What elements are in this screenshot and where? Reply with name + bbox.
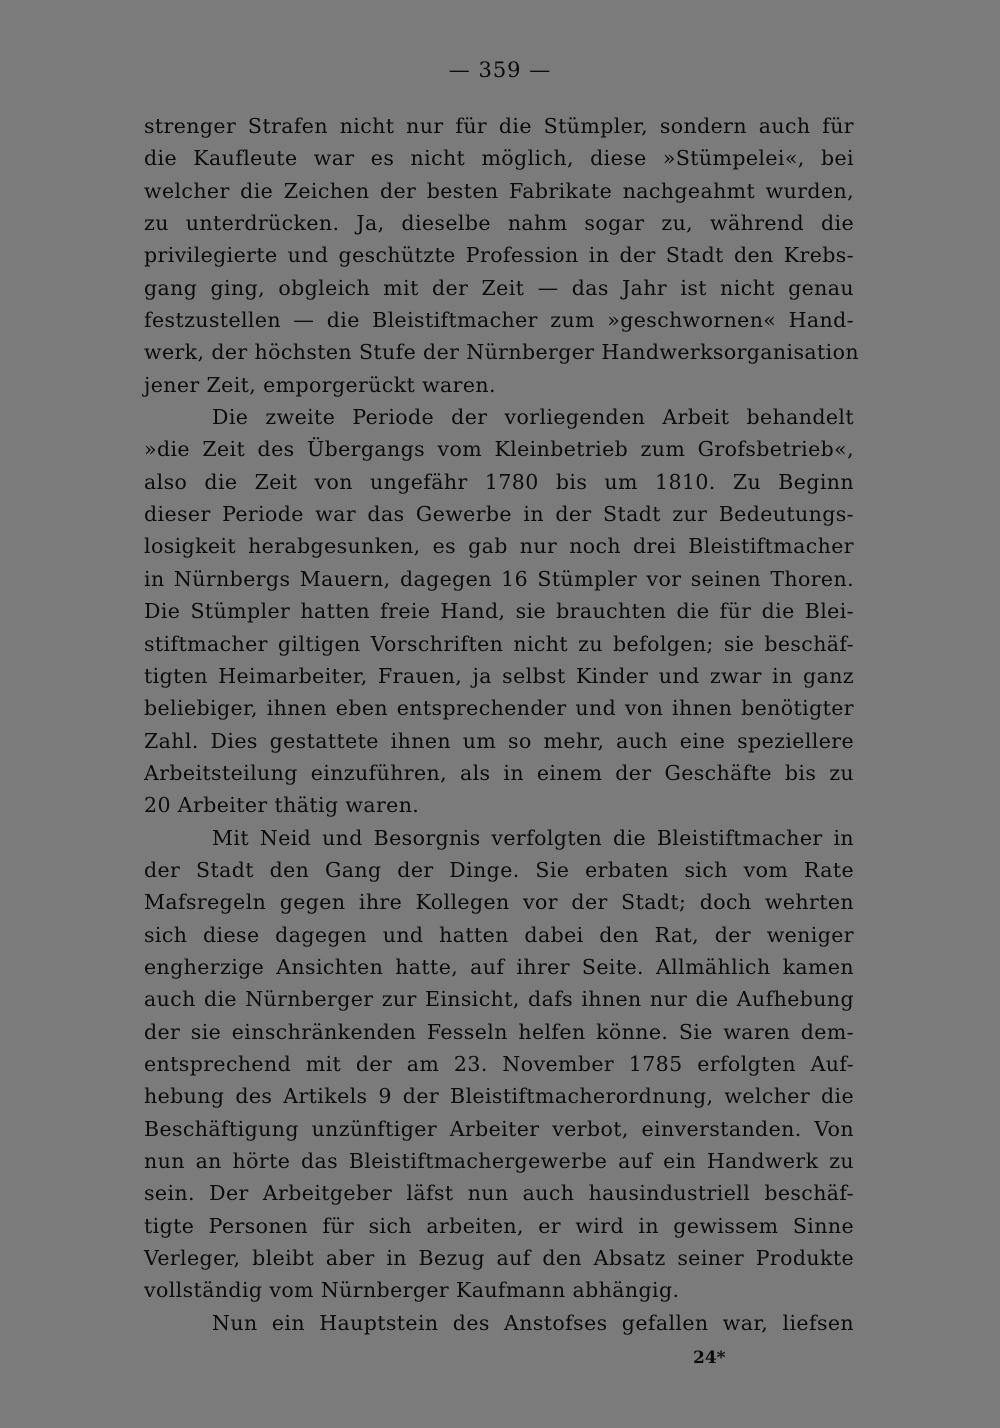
text-line: dieser Periode war das Gewerbe in der Stadt zur Bedeutungs- [144,502,854,527]
text-line: Verleger, bleibt aber in Bezug auf den Absatz seiner Produkte [144,1246,854,1271]
signature-mark: 24* [693,1348,726,1368]
text-line: auch die Nürnberger zur Einsicht, dafs ihnen nur die Aufhebung [144,987,854,1012]
text-line: Die zweite Periode der vorliegenden Arbeit behandelt [212,405,854,430]
text-line: entsprechend mit der am 23. November 1785 erfolgten Auf- [144,1051,854,1076]
text-line: festzustellen — die Bleistiftmacher zum »geschwornen« Hand- [144,308,854,333]
text-line: beliebiger, ihnen eben entsprechender und von ihnen benötigter [144,696,854,721]
text-line: nun an hörte das Bleistiftmachergewerbe auf ein Handwerk zu [144,1149,854,1173]
text-line: Arbeitsteilung einzuführen, als in einem der Geschäfte bis zu [144,760,854,785]
text-line: in Nürnbergs Mauern, dagegen 16 Stümpler vor seinen Thoren. [144,566,854,591]
text-line: tigten Heimarbeiter, Frauen, ja selbst Kinder und zwar in ganz [144,663,854,688]
text-line: tigte Personen für sich arbeiten, er wird in gewissem Sinne [144,1213,854,1238]
text-line: »die Zeit des Übergangs vom Kleinbetrieb zum Grofsbetrieb«, [144,437,854,462]
text-line: Mit Neid und Besorgnis verfolgten die Bleistiftmacher in [212,825,854,850]
text-line: werk, der höchsten Stufe der Nürnberger Handwerksorganisation [144,340,859,365]
text-line: Beschäftigung unzünftiger Arbeiter verbot, einverstanden. Von [144,1116,854,1141]
text-line: sich diese dagegen und hatten dabei den Rat, der weniger [144,922,854,947]
text-line: Nun ein Hauptstein des Anstofses gefallen war, liefsen [212,1310,854,1335]
text-line: gang ging, obgleich mit der Zeit — das Jahr ist nicht genau [144,275,854,300]
text-line: hebung des Artikels 9 der Bleistiftmacherordnung, welcher die [144,1084,854,1109]
text-line: engherzige Ansichten hatte, auf ihrer Seite. Allmählich kamen [144,954,854,979]
text-line: strenger Strafen nicht nur für die Stümpler, sondern auch für [144,114,854,138]
text-line: Die Stümpler hatten freie Hand, sie brauchten die für die Blei- [144,599,854,624]
text-line: also die Zeit von ungefähr 1780 bis um 1810. Zu Beginn [144,469,854,494]
text-line: die Kaufleute war es nicht möglich, diese »Stümpelei«, bei [144,146,854,171]
text-line: zu unterdrücken. Ja, dieselbe nahm sogar zu, während die [144,211,854,236]
text-line: der Stadt den Gang der Dinge. Sie erbaten sich vom Rate [144,857,854,882]
text-line: privilegierte und geschützte Profession in der Stadt den Krebs- [144,243,854,268]
page-number: — 359 — [448,58,552,82]
text-line: der sie einschränkenden Fesseln helfen könne. Sie waren dem- [144,1019,854,1044]
text-line: vollständig vom Nürnberger Kaufmann abhängig. [144,1278,680,1303]
text-line: Mafsregeln gegen ihre Kollegen vor der Stadt; doch wehrten [144,890,854,915]
text-line: jener Zeit, emporgerückt waren. [144,372,496,397]
text-line: stiftmacher giltigen Vorschriften nicht zu befolgen; sie beschäf- [144,631,854,656]
body-text [144,110,859,1339]
text-line: sein. Der Arbeitgeber läfst nun auch hausindustriell beschäf- [144,1181,854,1206]
text-line: losigkeit herabgesunken, es gab nur noch drei Bleistiftmacher [144,534,854,559]
text-line: 20 Arbeiter thätig waren. [144,793,420,818]
text-line: welcher die Zeichen der besten Fabrikate nachgeahmt wurden, [144,178,854,203]
text-line: Zahl. Dies gestattete ihnen um so mehr, auch eine speziellere [144,728,854,753]
